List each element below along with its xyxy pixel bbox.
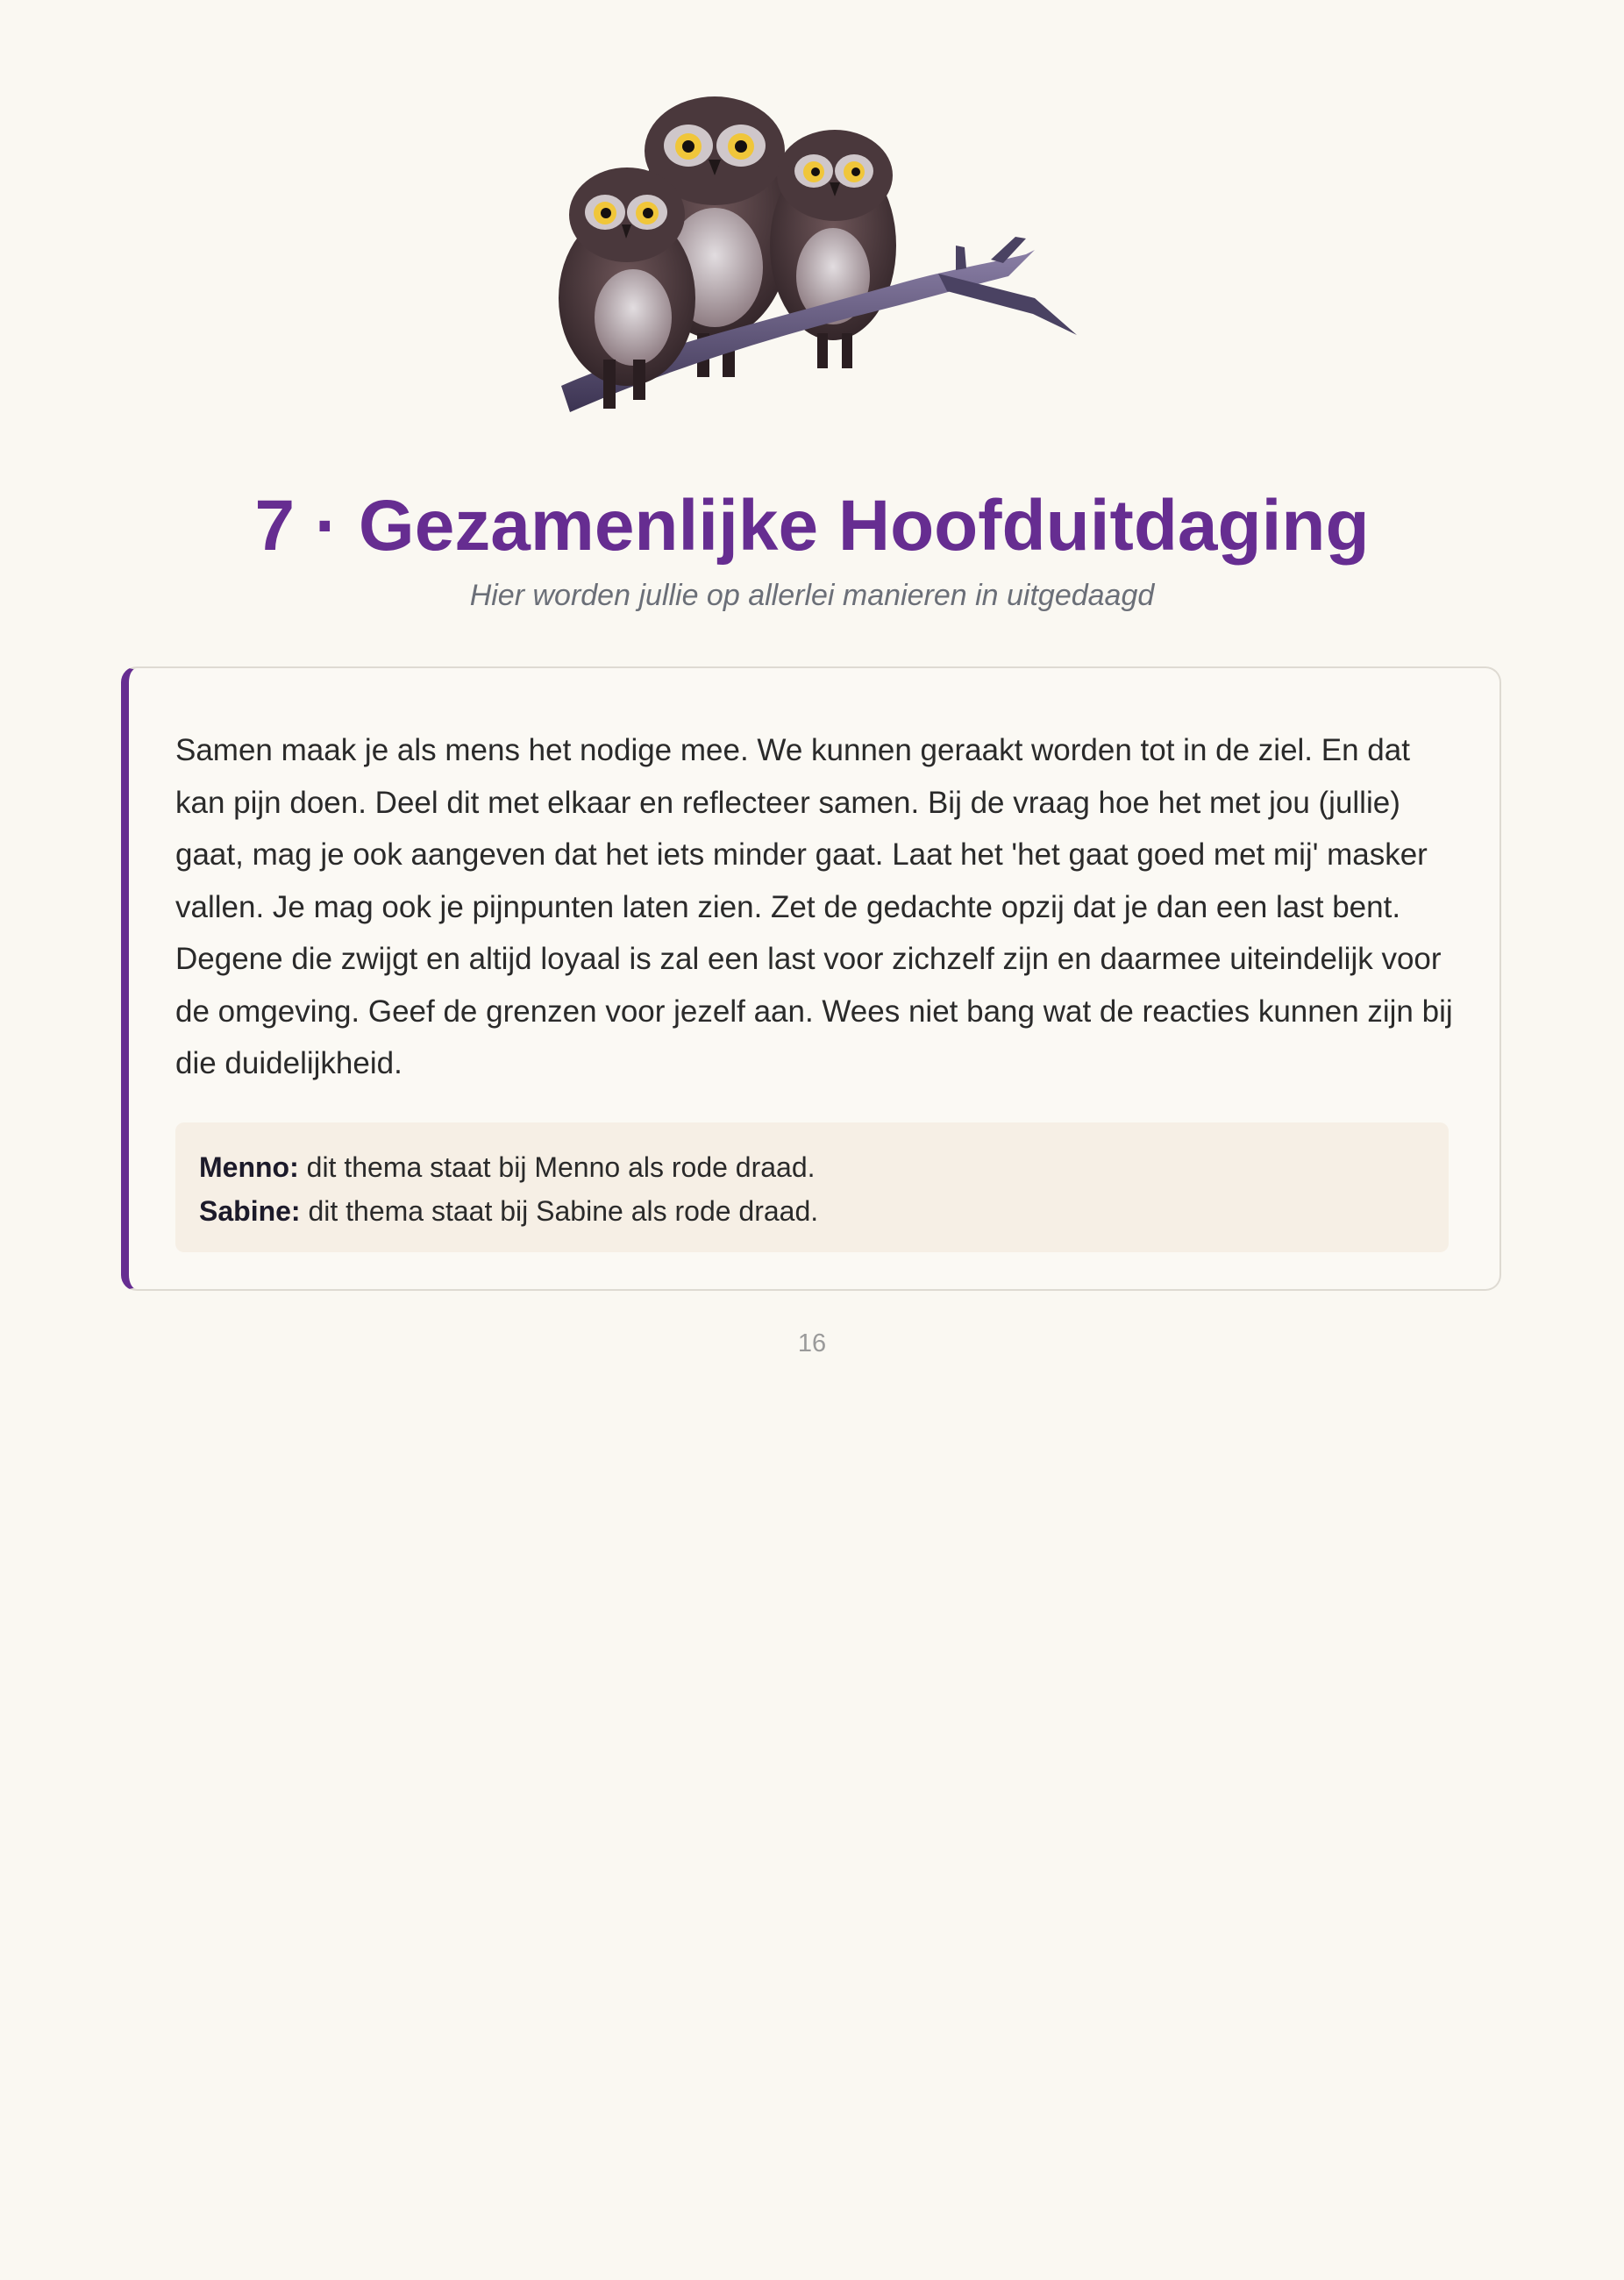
page-number: 16 [797, 1329, 827, 1357]
note-text: dit thema staat bij Sabine als rode draad. [300, 1195, 819, 1227]
card-body-text: Samen maak je als mens het nodige mee. We kunnen geraakt worden tot in de ziel. En dat kan pijn doen. Deel dit met elkaar en reflecteer samen. Bij de vraag hoe het met jou (jullie) gaat, mag je ook aangeven dat het iets minder gaat. Laat het 'het gaat goed met mij' masker vallen. Je mag ook je pijnpunten laten zien. Zet de gedachte opzij dat je dan een last bent. Degene die zwijgt en altijd loyaal is zal een last voor zichzelf zijn en daarmee uiteindelijk voor de omgeving. Geef de grenzen voor jezelf aan. Wees niet bang wat de reacties kunnen zijn bij die duidelijkheid. [175, 733, 1453, 1080]
note-menno [199, 1145, 1425, 1189]
content-card [121, 666, 1501, 1291]
page-title: 7 · Gezamenlijke Hoofduitdaging [254, 486, 1370, 566]
participant-notes [175, 1122, 1449, 1252]
note-name: Sabine: [199, 1195, 301, 1227]
page-subtitle: Hier worden jullie op allerlei manieren in uitgedaagd [469, 579, 1155, 612]
three-owls-on-branch-icon [535, 88, 1096, 421]
note-name: Menno: [199, 1151, 299, 1183]
note-text: dit thema staat bij Menno als rode draad. [298, 1151, 816, 1183]
note-sabine [199, 1189, 1425, 1233]
owl-left [559, 167, 695, 409]
